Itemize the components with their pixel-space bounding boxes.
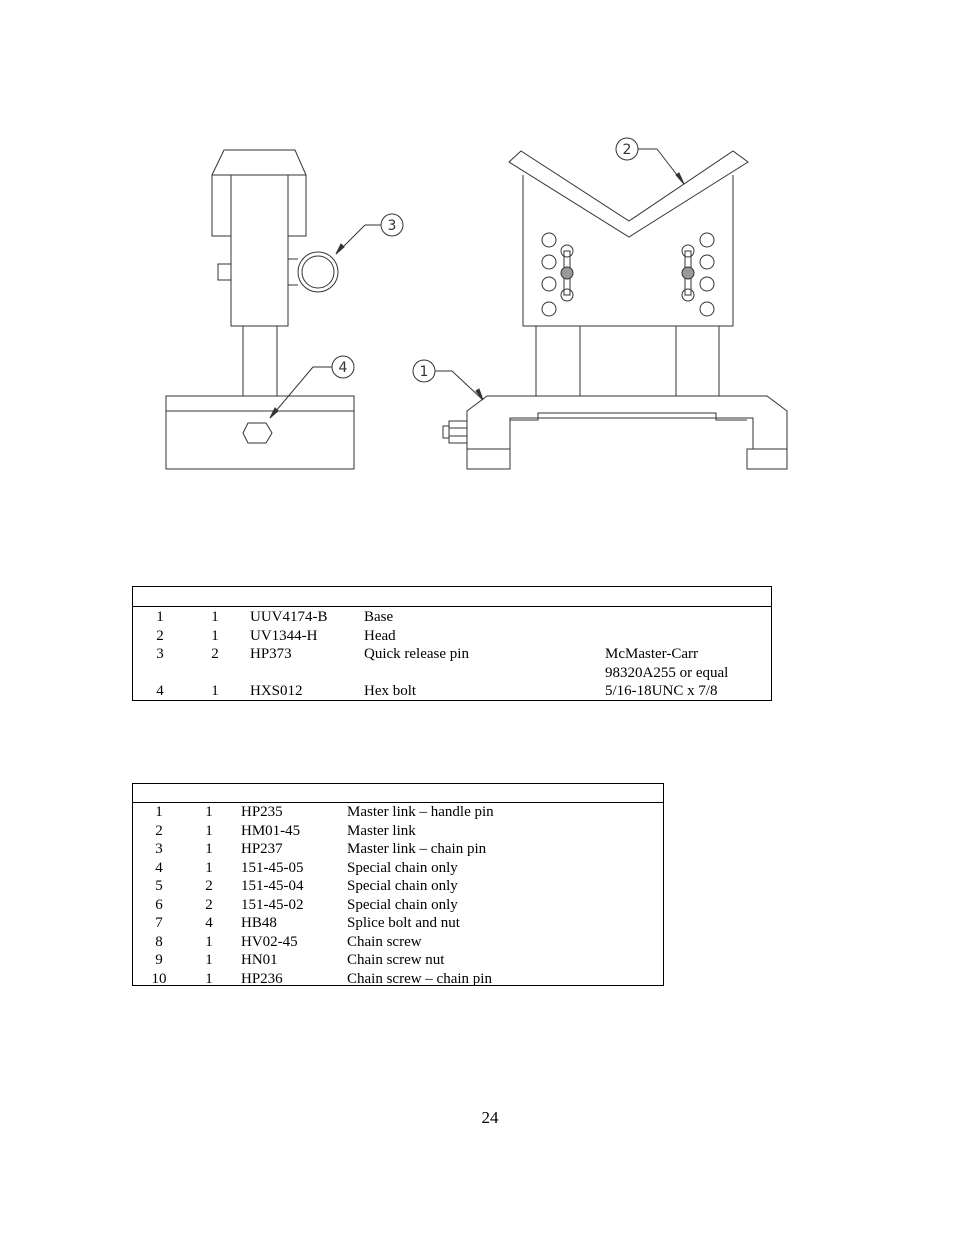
item-number-cell: 3 <box>156 646 164 662</box>
item-number-cell: 2 <box>155 822 163 839</box>
item-number-cell: 1 <box>156 609 164 625</box>
item-number-cell: 10 <box>151 970 167 987</box>
description-cell: Splice bolt and nut <box>347 915 460 931</box>
quantity-cell: 4 <box>205 915 213 931</box>
table-row <box>133 896 663 915</box>
part-number-cell: 151-45-02 <box>241 896 304 913</box>
front-view-base <box>467 396 787 469</box>
callout-4-label: 4 <box>338 360 348 376</box>
side-view-post <box>243 326 277 396</box>
quick-release-pin-ring <box>298 252 338 292</box>
front-view-head <box>509 151 748 326</box>
table-body <box>133 803 663 988</box>
part-number-cell: UUV4174-B <box>250 609 328 625</box>
item-number-cell: 2 <box>156 627 164 644</box>
quantity-cell: 1 <box>205 933 213 950</box>
table-row <box>133 822 663 841</box>
callout-2-label: 2 <box>622 142 632 158</box>
item-number-cell: 3 <box>155 841 163 857</box>
table-header <box>133 784 663 803</box>
part-number-cell: HP236 <box>241 970 283 987</box>
assembly-drawing <box>0 0 954 520</box>
table-row <box>133 682 771 701</box>
side-view-base <box>166 396 354 469</box>
side-view-head <box>212 150 306 326</box>
quantity-cell: 1 <box>205 970 213 987</box>
notes-cell: 98320A255 or equal <box>605 664 729 681</box>
hex-bolt <box>243 423 272 443</box>
quantity-cell: 1 <box>205 804 213 820</box>
page-number: 24 <box>481 1108 499 1127</box>
quantity-cell: 1 <box>205 841 213 857</box>
description-cell: Head <box>364 627 396 644</box>
parts-table-2 <box>132 783 664 986</box>
quantity-cell: 1 <box>211 683 219 699</box>
table-row <box>133 933 663 952</box>
table-row <box>133 914 663 933</box>
part-number-cell: UV1344-H <box>250 627 318 644</box>
table-row <box>133 840 663 859</box>
table-row <box>133 664 771 683</box>
part-number-cell: HV02-45 <box>241 933 298 950</box>
notes-cell: 5/16-18UNC x 7/8 <box>605 683 718 699</box>
description-cell: Chain screw nut <box>347 952 445 968</box>
quantity-cell: 1 <box>211 609 219 625</box>
part-number-cell: HB48 <box>241 915 277 931</box>
item-number-cell: 4 <box>156 683 164 699</box>
description-cell: Special chain only <box>347 896 458 913</box>
front-view-bolt <box>443 421 467 443</box>
description-cell: Master link – chain pin <box>347 841 487 857</box>
description-cell: Chain screw – chain pin <box>347 970 492 987</box>
quantity-cell: 1 <box>205 952 213 968</box>
item-number-cell: 4 <box>155 859 163 876</box>
quantity-cell: 1 <box>205 859 213 876</box>
quantity-cell: 2 <box>205 896 213 913</box>
front-view-holes <box>542 233 714 316</box>
table-row <box>133 970 663 989</box>
description-cell: Special chain only <box>347 878 458 894</box>
description-cell: Master link – handle pin <box>347 804 494 820</box>
part-number-cell: 151-45-05 <box>241 859 304 876</box>
item-number-cell: 5 <box>155 878 163 894</box>
item-number-cell: 1 <box>155 804 163 820</box>
part-number-cell: HN01 <box>241 952 278 968</box>
quantity-cell: 1 <box>205 822 213 839</box>
item-number-cell: 8 <box>155 933 163 950</box>
item-number-cell: 6 <box>155 896 163 913</box>
description-cell: Special chain only <box>347 859 458 876</box>
table-body <box>133 607 771 701</box>
part-number-cell: HP373 <box>250 646 292 662</box>
table-row <box>133 803 663 822</box>
table-row <box>133 859 663 878</box>
callout-1-label: 1 <box>419 364 429 380</box>
table-row <box>133 608 771 627</box>
quantity-cell: 1 <box>211 627 219 644</box>
description-cell: Hex bolt <box>364 683 417 699</box>
part-number-cell: HXS012 <box>250 683 303 699</box>
quantity-cell: 2 <box>211 646 219 662</box>
table-header <box>133 587 771 607</box>
table-row <box>133 645 771 664</box>
part-number-cell: 151-45-04 <box>241 878 304 894</box>
part-number-cell: HP237 <box>241 841 283 857</box>
table-row <box>133 951 663 970</box>
callout-3-label: 3 <box>387 218 397 234</box>
item-number-cell: 7 <box>155 915 163 931</box>
quantity-cell: 2 <box>205 878 213 894</box>
description-cell: Quick release pin <box>364 646 469 662</box>
table-row <box>133 877 663 896</box>
part-number-cell: HP235 <box>241 804 283 820</box>
description-cell: Chain screw <box>347 933 422 950</box>
front-view-posts <box>536 326 719 396</box>
parts-table-1 <box>132 586 772 701</box>
notes-cell: McMaster-Carr <box>605 646 698 662</box>
description-cell: Base <box>364 609 394 625</box>
table-row <box>133 627 771 646</box>
part-number-cell: HM01-45 <box>241 822 301 839</box>
item-number-cell: 9 <box>155 952 163 968</box>
description-cell: Master link <box>347 822 416 839</box>
